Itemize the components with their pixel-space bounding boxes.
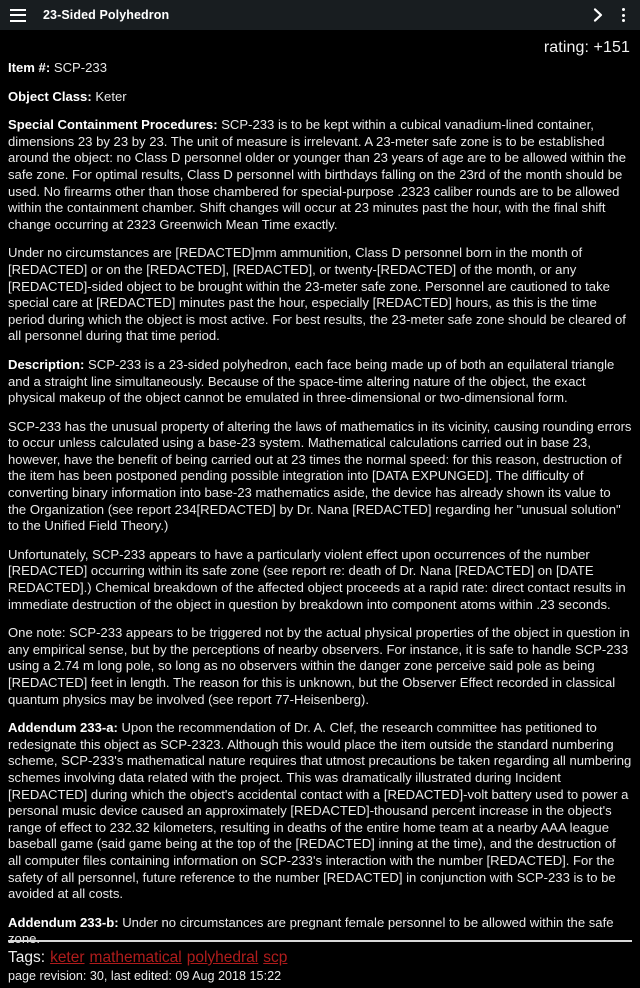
hamburger-menu-icon[interactable] bbox=[10, 9, 26, 22]
containment-redacted-paragraph: Under no circumstances are [REDACTED]mm ammunition, Class D personnel born in the month of [REDACTED] or on the [REDACTED], [REDACTED], or twenty-[REDACTED] of the month, or any [REDACTED]-sided object to be brought within the 23-meter safe zone. Personnel are cautioned to take special care at [REDACTED] minutes past the hour, especially [REDACTED] hours, as this is the time period during which the object is most active. For best results, the 23-meter safe zone should be cleared of all personnel during that time period. bbox=[8, 245, 626, 344]
containment-procedures-text: SCP-233 is to be kept within a cubical vanadium-lined container, dimensions 23 by 23 by 23. The unit of measure is irrelevant. A 23-meter safe zone is to be established around the object: no Class D personnel older or younger than 23 years of age are to be allowed within the safe zone. For optimal results, Class D personnel with birthdays falling on the 23rd of the month should be used. No firearms other than those chambered for special-purpose .2323 caliber rounds are to be allowed within the containment chamber. Shift changes will occur at 23 minutes past the hour, with the final shift change occurring at 2323 Greenwich Mean Time exactly. bbox=[8, 117, 626, 232]
object-class-label: Object Class: bbox=[8, 88, 92, 104]
tag-link-scp[interactable]: scp bbox=[263, 949, 288, 966]
item-number-label: Item #: bbox=[8, 60, 51, 75]
tags-label: Tags: bbox=[8, 949, 46, 966]
description-label: Description: bbox=[8, 356, 85, 372]
hamburger-bar bbox=[10, 14, 26, 16]
overflow-dot bbox=[622, 14, 625, 17]
tags-row bbox=[8, 948, 632, 967]
tag-link-keter[interactable]: keter bbox=[50, 949, 85, 966]
mathematics-paragraph: SCP-233 has the unusual property of altering the laws of mathematics in its vicinity, causing rounding errors to occur unless calculated using a base-23 system. Mathematical calculations carried out in base 23, however, have the benefit of being carried out at 23 times the normal speed: for this reason, destruction of the item has been postponed pending possible integration into [DATA EXPUNGED]. The difficulty of converting binary information into base-23 mathematics aside, the device has already shown its value to the Organization (see report 234[REDACTED] by Dr. Nana [REDACTED] regarding her "unusual solution" to the Unified Field Theory.) bbox=[8, 418, 632, 534]
addendum-a-paragraph bbox=[8, 720, 632, 903]
addendum-a-text: Upon the recommendation of Dr. A. Clef, the research committee has petitioned to redesignate this object as SCP-2323. Although this would place the item outside the standard numbering scheme, SCP-233's mathematical nature requires that utmost precautions be taken regarding all numbering schemes involving data related with the project. This was dramatically illustrated during Incident [REDACTED] during which the object's accidental contact with a [REDACTED]-volt battery used to power a personal music device caused an approximately [REDACTED]-thousand percent increase in the object's range of effect to 232.32 kilometers, resulting in deaths of the entire home team at a nearby AAA league baseball game (said game being at the top of the [REDACTED] inning at the time), and the destruction of all computer files containing information on SCP-233's interaction with the number [REDACTED]. For the safety of all personnel, future reference to the number [REDACTED] in conjunction with SCP-233 is to be avoided at all costs. bbox=[8, 720, 632, 902]
app-bar-right-group bbox=[591, 7, 631, 23]
observer-note-paragraph: One note: SCP-233 appears to be triggered not by the actual physical properties of the object in question in any empirical sense, but by the perceptions of nearby observers. For instance, it is safe to handle SCP-233 using a 2.74 m long pole, so long as no observers within the danger zone perceive said pole as being [REDACTED] feet in length. The reason for this is unknown, but the Observer Effect recorded in classical quantum physics may be involved (see report 77-Heisenberg). bbox=[8, 625, 630, 707]
object-class-line bbox=[8, 89, 632, 106]
overflow-dot bbox=[622, 8, 625, 11]
addendum-a-label: Addendum 233-a: bbox=[8, 720, 118, 736]
hamburger-bar bbox=[10, 20, 26, 22]
containment-procedures-label: Special Containment Procedures: bbox=[8, 117, 218, 133]
item-number-line bbox=[8, 60, 632, 77]
description-text: SCP-233 is a 23-sided polyhedron, each face being made up of both an equilateral triangle and a straight line simultaneously. Because of the space-time altering nature of the object, the exact physical makeup of the object cannot be emulated in three-dimensional or two-dimensional form. bbox=[8, 356, 615, 406]
rating-display: rating: +151 bbox=[543, 39, 630, 56]
tag-link-mathematical[interactable]: mathematical bbox=[89, 949, 182, 966]
overflow-dot bbox=[622, 19, 625, 22]
page-title: 23-Sided Polyhedron bbox=[43, 8, 170, 22]
object-class-value: Keter bbox=[91, 88, 127, 104]
containment-procedures-paragraph bbox=[8, 117, 632, 233]
hamburger-bar bbox=[10, 9, 26, 11]
footer-divider bbox=[8, 940, 632, 942]
addendum-b-text: Under no circumstances are pregnant female personnel to be allowed within the safe zone. bbox=[8, 914, 614, 947]
description-paragraph bbox=[8, 357, 632, 407]
item-number-value: SCP-233 bbox=[50, 60, 107, 75]
tag-link-polyhedral[interactable]: polyhedral bbox=[186, 949, 259, 966]
page-revision-info: page revision: 30, last edited: 09 Aug 2018 15:22 bbox=[8, 969, 282, 983]
addendum-b-label: Addendum 233-b: bbox=[8, 914, 119, 930]
article-page bbox=[0, 30, 640, 988]
overflow-menu-icon[interactable] bbox=[621, 7, 625, 23]
page-footer bbox=[8, 940, 632, 984]
article-body bbox=[8, 60, 632, 948]
violent-effect-paragraph: Unfortunately, SCP-233 appears to have a particularly violent effect upon occurrences of the number [REDACTED] occurring within its safe zone (see report re: death of Dr. Nana [REDACTED] on [DATE REDACTED].) Chemical breakdown of the affected object proceeds at a rapid rate: direct contact results in immediate destruction of the object in question by breakdown into component atoms within .23 seconds. bbox=[8, 546, 626, 612]
app-bar-left-group bbox=[10, 8, 591, 22]
chevron-right-icon[interactable] bbox=[591, 7, 605, 23]
app-bar bbox=[0, 0, 640, 30]
